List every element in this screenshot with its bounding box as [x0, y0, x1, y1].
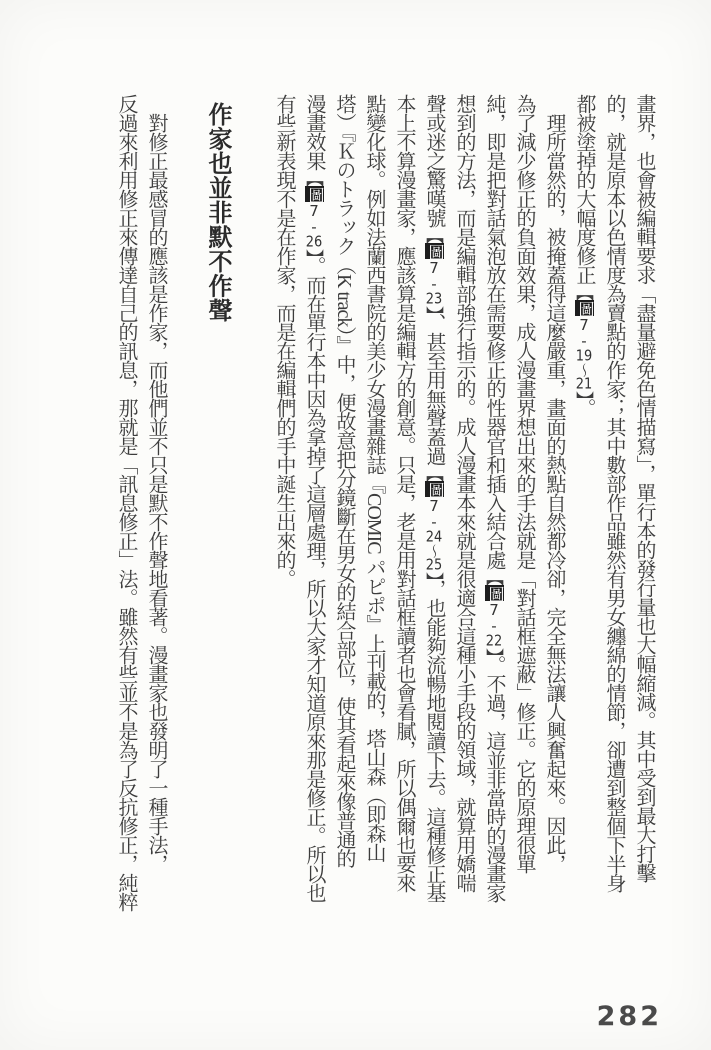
text-column: 有些新表現不是在作家，而是在編輯們的手中誕生出來的。 [273, 94, 295, 588]
text-column: 畫界，也會被編輯要求「盡量避免色情描寫」，單行本的發行量也大幅縮減。其中受到最大打擊 [633, 94, 655, 882]
figure-box-icon: 圖 [306, 187, 323, 201]
section-heading: 作家也並非默不作聲 [204, 102, 230, 323]
figure-box-icon: 圖 [426, 482, 443, 496]
text-column: 的，就是原本以色情度為賣點的作家；其中數部作品雖然有男女纏綿的情節，卻遭到整個下半身 [603, 94, 625, 892]
text-column: 為了減少修正的負面效果，成人漫畫界想出來的手法就是「對話框遮蔽」修正。它的原理很單 [513, 94, 535, 873]
figure-box-icon: 圖 [576, 301, 593, 315]
text-column: 點變化球。例如法蘭西書院的美少女漫畫雜誌『COMIC パピポ』上刊載的，塔山森（即森山 [363, 94, 385, 862]
figure-box-icon: 圖 [426, 244, 443, 258]
text-column: 都被塗掉的大幅度修正【圖7-19～21】。 [573, 94, 595, 417]
text-column: 漫畫效果【圖7-26】。而在單行本中因為拿掉了這層處理，所以大家才知道原來那是修正。所以也 [303, 94, 325, 902]
text-column: 塔）『Ｋのトラック（K track）』中，便故意把分鏡斷在男女的結合部位，使其看起來像普通的 [333, 94, 355, 868]
text-column: 想到的方法，而是編輯部強行指示的。成人漫畫本來就是很適合這種小手段的領域，就算用嬌喘 [453, 94, 475, 892]
figure-reference: 【圖7-23】 [424, 227, 444, 313]
text-column: 聲或迷之驚嘆號【圖7-23】、甚至用無聲蓋過【圖7-24～25】，也能夠流暢地閱讀下去。這種修正基 [423, 94, 445, 902]
figure-reference: 【圖7-22】 [484, 569, 504, 655]
figure-reference: 【圖7-19～21】 [574, 284, 594, 398]
text-block [111, 94, 659, 911]
text-column: 本上不算漫畫家，應該算是編輯方的創意。只是，老是用對話框讀者也會看膩，所以偶爾也要來 [393, 94, 415, 892]
figure-reference: 【圖7-24～25】 [424, 465, 444, 579]
figure-box-icon: 圖 [486, 586, 503, 600]
text-column: 對修正最感冒的應該是作家，而他們並不只是默不作聲地看著。漫畫家也發明了一種手法， [145, 113, 167, 873]
text-column: 反過來利用修正來傳達自己的訊息，那就是「訊息修正」法。雖然有些並不是為了反抗修正，純粹 [115, 94, 137, 911]
text-column: 理所當然的，被掩蓋得這麼嚴重，畫面的熱點自然都冷卻，完全無法讓人興奮起來。因此， [543, 113, 565, 873]
page-number: 282 [596, 1001, 662, 1032]
figure-reference: 【圖7-26】 [304, 170, 324, 256]
text-column: 純，即是把對話氣泡放在需要修正的性器官和插入結合處【圖7-22】。不過，這並非當時的漫畫家 [483, 94, 505, 902]
